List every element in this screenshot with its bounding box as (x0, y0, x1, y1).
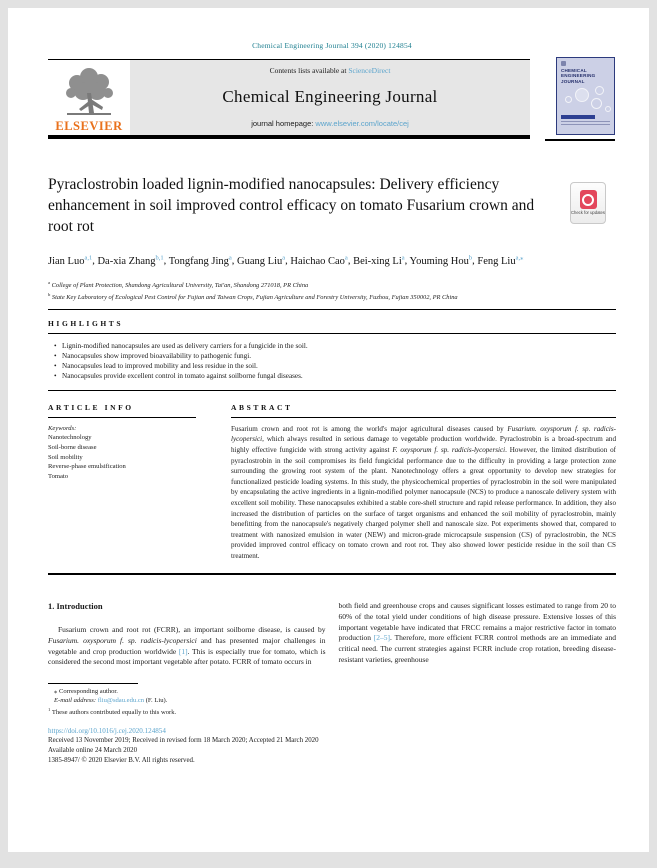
divider-rule (48, 309, 616, 310)
text-segment: Fusarium crown and root rot (FCRR), an important soilborne disease, is caused by (58, 624, 326, 634)
text-segment: Fusarium. oxysporum f. sp. radicis-lycopersici (48, 635, 197, 645)
abstract-text (231, 424, 616, 562)
introduction-paragraph (339, 601, 617, 666)
highlight-item: • Nanocapsules show improved bioavailability to pathogenic fungi. (62, 351, 616, 361)
article-info-rule (48, 417, 196, 418)
journal-cover-thumbnail[interactable] (556, 57, 615, 135)
available-online: Available online 24 March 2020 (48, 746, 138, 754)
homepage-line (251, 119, 409, 128)
email-note (48, 697, 616, 706)
email-label: E-mail address: (54, 696, 97, 704)
text-segment: . Therefore, more efficient FCRR control methods are an immediate and critical need. The current strategies against FCRR include crop rotation, breeding disease-resistant varieties, greenhouse (338, 633, 616, 664)
contents-line (270, 66, 391, 75)
highlights-heading: HIGHLIGHTS (48, 318, 124, 328)
affiliation-line: $^b$ State Key Laboratory of Ecological Pest Control for Fujian and Taiwan Crops, Fujian Agriculture and Forestry University, Fuzhou, Fujian 350002, PR China (48, 291, 458, 301)
divider-rule (48, 573, 616, 575)
journal-header (48, 59, 530, 139)
introduction-heading: 1. Introduction (48, 600, 103, 611)
journal-citation: Chemical Engineering Journal 394 (2020) 124854 (252, 41, 412, 50)
journal-homepage-link[interactable]: www.elsevier.com/locate/cej (315, 119, 409, 128)
author-name: Da-xia Zhang$^{b,1}$ (97, 254, 164, 267)
keyword-item: Nanotechnology (48, 434, 92, 442)
elsevier-logo[interactable] (48, 60, 130, 135)
crossmark-icon (580, 190, 597, 209)
reference-link[interactable]: [2–5] (373, 633, 391, 643)
header-bottom-rule (48, 135, 530, 139)
article-footer (48, 727, 616, 765)
text-segment: . However, the limited distribution of pyraclostrobin in the soil compromises its field fungicidal performance due to the difficulty in providing a large protection zone surrounding the growing root system of the plant. Nanotechnology offers a great opportunity to develop new strategies for functionalized pesticide loading systems. In this study, the physicochemical properties of pyraclostrobin in the soil were manipulated by encapsulating the active ingredients in a lignin-modified polymer nanocapsule (NCS) to produce a nanoscale delivery system with excellent soil mobility. These nanocapsules exhibited a stable core-shell structure and rapid release performance. In addition, they also increased the distribution of particles on the surface of target organisms and enhanced the soil mobility of pyraclostrobin, mainly benefitting from the nanocapsule's negatively charged polymer shell and nanoscale size. Pot experiments showed that, compared to treatment with nanosized emulsion in water (NEW) and micron-grade microcapsule suspension (CS) of pyraclostrobin, the NCS provided improved control efficacy on tomato crown and root rot. They also showed lower pesticide residue in the soil than CS treatment. (231, 445, 617, 560)
doi-link[interactable]: https://doi.org/10.1016/j.cej.2020.124854 (48, 726, 166, 735)
text-segment: Fusarium. oxysporum f. sp. radicis-lycopersici (231, 424, 616, 444)
cover-publisher-mark-icon (561, 61, 566, 66)
contents-prefix: Contents lists available at (269, 66, 349, 75)
cover-title-line: CHEMICAL (561, 68, 587, 73)
keyword-item: Soil-borne disease (48, 443, 97, 451)
text-segment: , which always resulted in serious damage to vegetable production worldwide. Pyraclostrobin is a broad-spectrum and highly effective fungicide with strong activity against (231, 435, 616, 454)
author-affiliation-sup: a,1 (84, 254, 93, 261)
author-affiliation-sup: b,1 (155, 254, 164, 261)
affiliation-line: $^a$ College of Plant Protection, Shandong Agricultural University, Tai'an, Shandong 271018, PR China (48, 279, 309, 289)
author-affiliation-sup: a (228, 254, 232, 261)
keyword-item: Tomato (48, 472, 69, 480)
author-affiliation-sup: b (468, 254, 473, 261)
cover-bubbles-art (561, 84, 610, 114)
abstract-heading: ABSTRACT (231, 402, 293, 412)
author-name: Tongfang Jing$^a$ (168, 254, 232, 267)
intro-left-column (48, 601, 326, 668)
equal-text: These authors contributed equally to this work. (50, 708, 177, 716)
text-segment: F. oxysporum f. sp. radicis-lycopersici (392, 445, 506, 454)
article-first-page (8, 8, 649, 852)
footnote-rule (48, 683, 138, 684)
equal-sup: 1 (48, 706, 51, 712)
author-name: Youming Hou$^b$ (409, 254, 473, 267)
intro-right-column (339, 601, 617, 668)
elsevier-wordmark: ELSEVIER (55, 119, 123, 133)
cover-title-line: JOURNAL (561, 78, 585, 84)
author-affiliation-sup: a,⁎ (515, 254, 524, 261)
author-name: Jian Luo$^{a,1}$ (48, 254, 93, 267)
author-affiliation-sup: a (401, 254, 405, 261)
affiliations (48, 278, 616, 302)
article-title: Pyraclostrobin loaded lignin-modified nanocapsules: Delivery efficiency enhancement in soil improved control efficacy on tomato Fusarium crown and root rot (48, 176, 535, 235)
journal-title: Chemical Engineering Journal (222, 87, 438, 106)
received-dates: Received 13 November 2019; Received in revised form 18 March 2020; Accepted 21 March 2020 (48, 737, 319, 745)
highlights-list (48, 341, 616, 381)
author-name: Guang Liu$^a$ (237, 254, 286, 267)
check-for-updates-label: Check for updates (571, 210, 605, 216)
highlight-item: • Nanocapsules lead to improved mobility and less residue in the soil. (62, 361, 616, 371)
cover-banner-bar (561, 115, 595, 119)
author-name: Haichao Cao$^a$ (290, 254, 348, 267)
sciencedirect-link[interactable]: ScienceDirect (348, 66, 391, 75)
keywords-list (48, 433, 196, 481)
cover-footer-lines (561, 121, 610, 125)
text-segment: Fusarium crown and root rot is among the world's major agricultural diseases caused by (231, 424, 508, 433)
cover-title (561, 68, 610, 84)
email-link[interactable]: fliu@sdau.edu.cn (97, 696, 145, 704)
elsevier-tree-icon (61, 67, 117, 119)
keywords-block (48, 424, 196, 482)
author-affiliation-sup: a (344, 254, 348, 261)
introduction-paragraph (48, 625, 326, 668)
highlight-item: • Nanocapsules provide excellent control in tomato against soilborne fungal diseases. (62, 371, 616, 381)
equal-contribution-note (48, 706, 616, 718)
text-segment: both field and greenhouse crops and causes significant losses estimated to range from 20 to 60% of the total yield under conditions of high disease pressure. Extensive losses of this important vegetable have indicated that FRCC remains a major restrictive factor in tomato production (338, 600, 616, 643)
reference-link[interactable]: [1] (178, 646, 188, 656)
footnotes-block (48, 688, 616, 718)
abstract-column (231, 403, 616, 562)
text-segment: and has presented major challenges in vegetable and crop production worldwide (48, 635, 326, 656)
divider-rule (48, 333, 616, 334)
journal-banner (130, 60, 530, 135)
article-info-column (48, 403, 196, 562)
keyword-item: Reverse-phase emulsification (48, 463, 126, 471)
abstract-rule (231, 417, 616, 418)
homepage-prefix: journal homepage: (251, 119, 316, 128)
keywords-label: Keywords: (48, 424, 77, 432)
cover-title-line: ENGINEERING (561, 73, 596, 79)
check-for-updates-badge[interactable] (570, 182, 606, 224)
author-list: Jian Luo$^{a,1}$, Da-xia Zhang$^{b,1}$, Tongfang Jing$^a$, Guang Liu$^a$, Haichao Cao$^a$, Bei-xing Li$^a$, Youming Hou$^b$, Feng Liu$^{a,⁎}$ (48, 254, 524, 267)
author-name: Feng Liu$^{a,⁎}$ (477, 254, 524, 267)
highlight-item: • Lignin-modified nanocapsules are used as delivery carriers for a fungicide in the soil. (62, 341, 616, 351)
keyword-item: Soil mobility (48, 453, 83, 461)
email-suffix: (F. Liu). (144, 696, 168, 704)
corresponding-author-note: ⁎ Corresponding author. (54, 688, 118, 696)
divider-rule (48, 390, 616, 391)
text-segment: . This is especially true for tomato, which is considered the second most important vegetable after potato. FCRR of tomato occurs in (48, 646, 326, 667)
cover-underline-rule (545, 139, 615, 141)
copyright-line: 1385-8947/ © 2020 Elsevier B.V. All rights reserved. (48, 756, 195, 764)
author-name: Bei-xing Li$^a$ (353, 254, 405, 267)
article-info-heading: ARTICLE INFO (48, 402, 134, 412)
author-affiliation-sup: a (282, 254, 286, 261)
